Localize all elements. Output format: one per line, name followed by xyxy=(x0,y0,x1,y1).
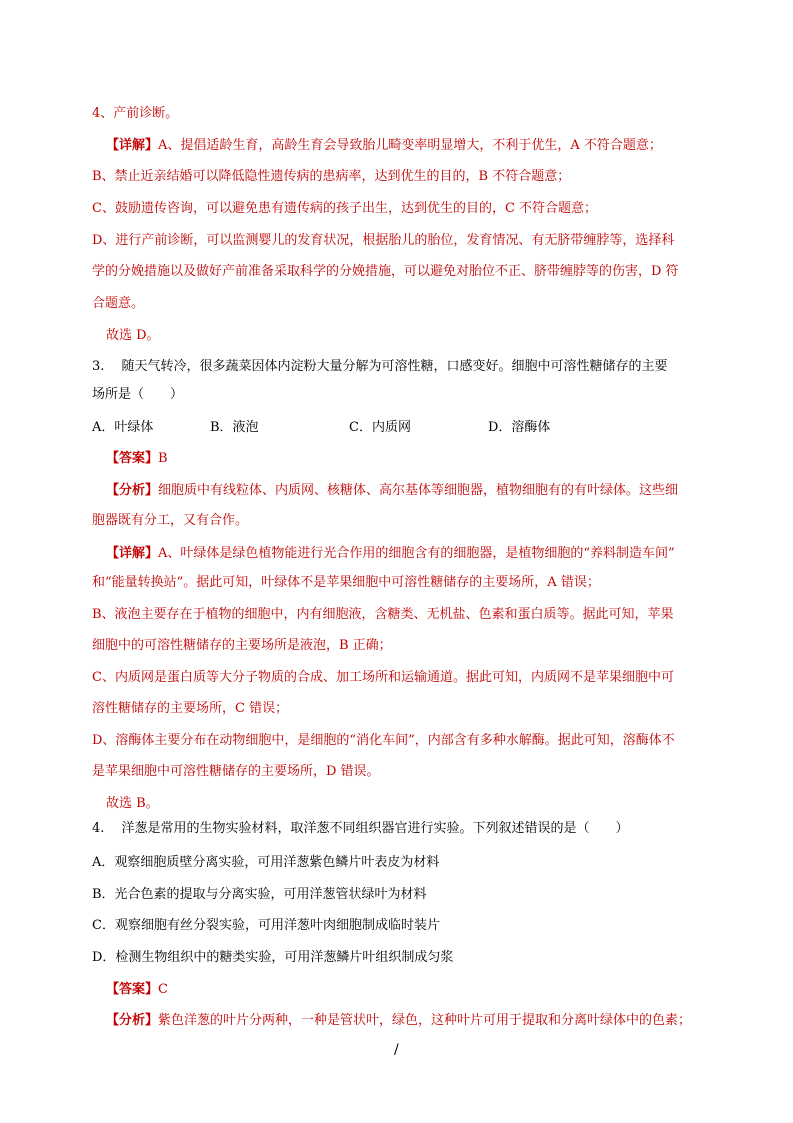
prev-detail-d-3: 合题意。 xyxy=(92,296,145,311)
q4-answer: C xyxy=(158,982,168,997)
q4-stem: 4. 洋葱是常用的生物实验材料，取洋葱不同组织器官进行实验。下列叙述错误的是（ ） xyxy=(92,821,629,836)
q3-detail-d-1: D、溶酶体主要分布在动物细胞中，是细胞的“消化车间”，内部含有多种水解酶。据此可知，溶酶体不 xyxy=(92,733,675,748)
q3-detail-a-1: A、叶绿体是绿色植物能进行光合作用的细胞含有的细胞器，是植物细胞的“养料制造车间” xyxy=(158,546,675,561)
q4-analysis-line xyxy=(106,1011,691,1031)
analysis-tag: 【分析】 xyxy=(106,483,159,498)
q3-detail-d-2: 是苹果细胞中可溶性糖储存的主要场所，D 错误。 xyxy=(92,764,380,779)
q3-choose: 故选 B。 xyxy=(106,796,159,811)
prev-detail-b: B、禁止近亲结婚可以降低隐性遗传病的患病率，达到优生的目的，B 不符合题意； xyxy=(92,169,571,184)
prev-detail-d-2: 学的分娩措施以及做好产前准备采取科学的分娩措施，可以避免对胎位不正、脐带缠脖等的伤害，D 符 xyxy=(92,264,679,279)
q3-stem-1: 3. 随天气转冷，很多蔬菜因体内淀粉大量分解为可溶性糖，口感变好。细胞中可溶性糖储存的主要 xyxy=(92,359,668,374)
answer-tag: 【答案】 xyxy=(106,451,159,466)
q3-answer-line xyxy=(106,449,168,469)
q3-option-d: D．溶酶体 xyxy=(488,420,551,435)
page-footer-mark: / xyxy=(394,1042,399,1058)
detail-tag: 【详解】 xyxy=(106,138,159,153)
prev-detail-d-1: D、进行产前诊断，可以监测婴儿的发育状况，根据胎儿的胎位，发育情况、有无脐带缠脖等，选择科 xyxy=(92,233,675,248)
q3-stem-2: 场所是（ ） xyxy=(92,387,184,402)
q3-detail-a-2: 和“能量转换站”。据此可知，叶绿体不是苹果细胞中可溶性糖储存的主要场所，A 错误； xyxy=(92,575,600,590)
q3-analysis-line xyxy=(106,481,678,501)
q3-analysis-2: 胞器既有分工，又有合作。 xyxy=(92,513,249,528)
q3-detail-line xyxy=(106,544,675,564)
q3-options xyxy=(92,418,550,438)
q3-detail-c-1: C、内质网是蛋白质等大分子物质的合成、加工场所和运输通道。据此可知，内质网不是苹果细胞中可 xyxy=(92,670,674,685)
q3-option-c: C．内质网 xyxy=(349,420,411,435)
prev-choose: 故选 D。 xyxy=(106,328,160,343)
q4-option-a: A．观察细胞质壁分离实验，可用洋葱紫色鳞片叶表皮为材料 xyxy=(92,855,440,870)
q4-option-d: D．检测生物组织中的糖类实验，可用洋葱鳞片叶组织制成匀浆 xyxy=(92,950,454,965)
detail-tag: 【详解】 xyxy=(106,546,159,561)
prev-detail-line xyxy=(106,136,662,156)
q4-answer-line xyxy=(106,980,168,1000)
q3-option-b: B．液泡 xyxy=(210,420,259,435)
prev-detail-a: A、提倡适龄生育，高龄生育会导致胎儿畸变率明显增大，不利于优生，A 不符合题意； xyxy=(158,138,662,153)
q4-option-c: C．观察细胞有丝分裂实验，可用洋葱叶肉细胞制成临时装片 xyxy=(92,918,440,933)
q3-answer: B xyxy=(158,451,168,466)
answer-tag: 【答案】 xyxy=(106,982,159,997)
q4-analysis-1: 紫色洋葱的叶片分两种，一种是管状叶，绿色，这种叶片可用于提取和分离叶绿体中的色素； xyxy=(158,1013,692,1028)
q3-option-a: A．叶绿体 xyxy=(92,420,154,435)
q4-option-b: B．光合色素的提取与分离实验，可用洋葱管状绿叶为材料 xyxy=(92,887,427,902)
q3-detail-c-2: 溶性糖储存的主要场所，C 错误； xyxy=(92,701,289,716)
q3-detail-b-2: 细胞中的可溶性糖储存的主要场所是液泡，B 正确； xyxy=(92,638,392,653)
analysis-tag: 【分析】 xyxy=(106,1013,159,1028)
q3-detail-b-1: B、液泡主要存在于植物的细胞中，内有细胞液，含糖类、无机盐、色素和蛋白质等。据此可知，苹果 xyxy=(92,607,674,622)
prev-detail-c: C、鼓励遗传咨询，可以避免患有遗传病的孩子出生，达到优生的目的，C 不符合题意； xyxy=(92,201,598,216)
q3-analysis-1: 细胞质中有线粒体、内质网、核糖体、高尔基体等细胞器，植物细胞有的有叶绿体。这些细 xyxy=(158,483,679,498)
prev-item4: 4、产前诊断。 xyxy=(92,106,179,121)
